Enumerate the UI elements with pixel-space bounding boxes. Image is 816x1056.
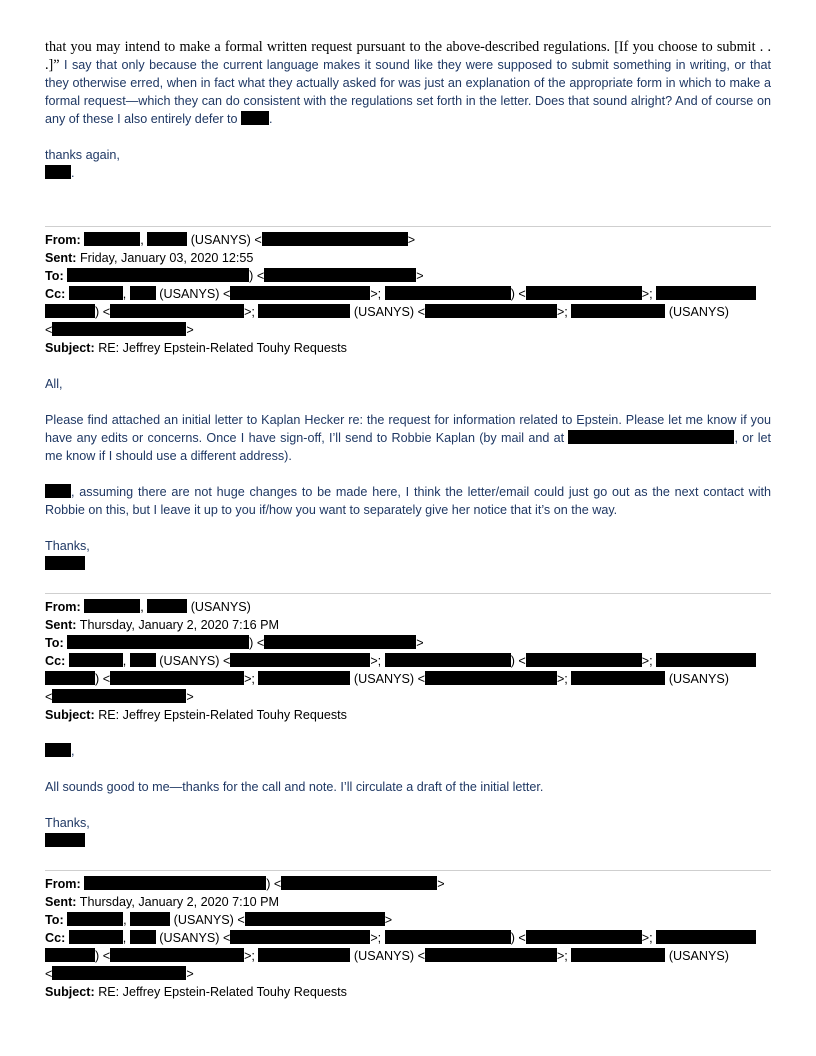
email-1-body-2: , assuming there are not huge changes to be made here, I think the letter/email could just go out as the next contact with Robbie on this, but I leave it up to you if/how you want to separately give her notice that it’s on the way.	[45, 485, 771, 517]
redaction-box	[84, 876, 266, 890]
subject-text: RE: Jeffrey Epstein-Related Touhy Requests	[98, 985, 347, 999]
intro-blue-text-end: .	[269, 112, 273, 126]
sent-label: Sent:	[45, 251, 77, 265]
redaction-box	[67, 268, 249, 282]
redaction-box	[571, 304, 665, 318]
redaction-box	[130, 286, 156, 300]
signoff-suffix: .	[71, 166, 75, 180]
redaction-box	[656, 930, 756, 944]
redaction-box	[245, 912, 385, 926]
from-label: From:	[45, 233, 81, 247]
document-page: that you may intend to make a formal written request pursuant to the above-described regulations. [If you choose to submit . . .]” I say that only because the current language makes it sound like they were supposed to submit something in writing, or that they otherwise erred, when in fact what they actually asked for was just an explanation of the appropriate form in which to make a formal request—which they can do consistent with the regulations set forth in the letter. Does that sound alright? And of course on any of these I also entirely defer to . thanks again, . From: , (USANYS) < > Sent: Friday, January 03, 2020 12:55 To: ) < > Cc: , (USANYS) < >; ) < >; ) < >; (USANYS) < >; (USANYS) < > Subject: RE: Jeffrey Epstein-Related Touhy Requests All, Please find attached an initial letter to Kaplan Hecker re: the request for information related to Epstein. Please let me know if you have any edits or concerns. Once I have sign-off, I’ll send to Robbie Kaplan (by mail and at , or let me know if I should use a different address). , assuming there are not huge changes to be made here, I think the letter/email could just go out as the next contact with Robbie on this, but I leave it up to you if/how you want to separately give her notice that it’s on the way. Thanks, From: , (USANYS) Sent: Thursday, January 2, 2020 7:16 PM To: ) < > Cc: , (USANYS) < >; ) < >; ) < >; (USANYS) < >; (USANYS) < > Subject: RE: Jeffrey Epstein-Related Touhy Requests , All sounds good to me—thanks for the call and note. I’ll circulate a draft of the initial letter. Thanks, From: ) < > Sent: Thursday, January 2, 2020 7:10 PM To: , (USANYS) < > Cc: , (USANYS) < >; ) < >; ) < >; (USANYS) < >; (USANYS) < > Subject: RE: Jeffrey Epstein-Related Touhy Requests	[45, 39, 771, 999]
redaction-box	[52, 689, 186, 703]
redaction-box	[264, 268, 416, 282]
redaction-box	[84, 232, 140, 246]
sent-date: Thursday, January 2, 2020 7:16 PM	[79, 618, 280, 632]
intro-serif-text: that you may intend to make a formal written request pursuant to the above-described regulations. [If you choose to submit . . .]”	[45, 39, 771, 73]
subject-text: RE: Jeffrey Epstein-Related Touhy Requests	[98, 708, 347, 722]
redaction-box	[568, 430, 734, 444]
redaction-box	[241, 111, 269, 125]
email-header-2: From: , (USANYS) Sent: Thursday, January 2, 2020 7:16 PM To: ) < > Cc: , (USANYS) < >; ) < >; ) < >; (USANYS) < >; (USANYS) < > Subject: RE: Jeffrey Epstein-Related Touhy Requests	[45, 598, 771, 724]
redaction-box	[425, 948, 557, 962]
email-header-1: From: , (USANYS) < > Sent: Friday, January 03, 2020 12:55 To: ) < > Cc: , (USANYS) < >; ) < >; ) < >; (USANYS) < >; (USANYS) < > Subject: RE: Jeffrey Epstein-Related Touhy Requests	[45, 231, 771, 357]
redaction-box	[45, 165, 71, 179]
redaction-box	[52, 966, 186, 980]
redaction-box	[425, 304, 557, 318]
redaction-box	[45, 484, 71, 498]
redaction-box	[45, 304, 95, 318]
intro-paragraph	[45, 38, 771, 128]
redaction-box	[110, 304, 244, 318]
email-header-3: From: ) < > Sent: Thursday, January 2, 2020 7:10 PM To: , (USANYS) < > Cc: , (USANYS) < >; ) < >; ) < >; (USANYS) < >; (USANYS) < > Subject: RE: Jeffrey Epstein-Related Touhy Requests	[45, 875, 771, 1001]
redaction-box	[258, 304, 350, 318]
redaction-box	[130, 653, 156, 667]
redaction-box	[67, 912, 123, 926]
email-1-greeting: All,	[45, 377, 63, 391]
email-2-body: All sounds good to me—thanks for the call and note. I’ll circulate a draft of the initial letter.	[45, 780, 544, 794]
redaction-box	[45, 556, 85, 570]
redaction-box	[230, 286, 370, 300]
email-2-thanks: Thanks,	[45, 816, 90, 830]
sent-date: Friday, January 03, 2020 12:55	[79, 251, 254, 265]
redaction-box	[656, 653, 756, 667]
redaction-box	[264, 635, 416, 649]
redaction-box	[45, 743, 71, 757]
sent-date: Thursday, January 2, 2020 7:10 PM	[79, 895, 280, 909]
redaction-box	[425, 671, 557, 685]
redaction-box	[230, 930, 370, 944]
redaction-box	[385, 930, 511, 944]
to-label: To:	[45, 269, 64, 283]
redaction-box	[110, 948, 244, 962]
subject-label: Subject:	[45, 341, 95, 355]
redaction-box	[69, 286, 123, 300]
redaction-box	[526, 286, 642, 300]
closing-line: thanks again,	[45, 148, 120, 162]
redaction-box	[526, 930, 642, 944]
redaction-box	[69, 930, 123, 944]
redaction-box	[130, 912, 170, 926]
email-1-thanks: Thanks,	[45, 539, 90, 553]
redaction-box	[110, 671, 244, 685]
subject-text: RE: Jeffrey Epstein-Related Touhy Requests	[98, 341, 347, 355]
redaction-box	[45, 948, 95, 962]
redaction-box	[230, 653, 370, 667]
redaction-box	[45, 671, 95, 685]
redaction-box	[45, 833, 85, 847]
redaction-box	[571, 671, 665, 685]
redaction-box	[281, 876, 437, 890]
redaction-box	[258, 671, 350, 685]
redaction-box	[258, 948, 350, 962]
redaction-box	[147, 599, 187, 613]
redaction-box	[69, 653, 123, 667]
cc-label: Cc:	[45, 287, 66, 301]
redaction-box	[526, 653, 642, 667]
redaction-box	[147, 232, 187, 246]
redaction-box	[130, 930, 156, 944]
redaction-box	[84, 599, 140, 613]
intro-blue-text: I say that only because the current language makes it sound like they were supposed to submit something in writing, or that they otherwise erred, when in fact what they actually asked for was just an explanation of the appropriate form in which to make a formal request—which they can do consistent with the regulations set forth in the letter. Does that sound alright? And of course on any of these I also entirely defer to	[45, 58, 771, 126]
redaction-box	[656, 286, 756, 300]
redaction-box	[52, 322, 186, 336]
redaction-box	[385, 653, 511, 667]
redaction-box	[262, 232, 408, 246]
redaction-box	[67, 635, 249, 649]
email-1-body-1: Please find attached an initial letter to Kaplan Hecker re: the request for information related to Epstein. Please let me know if you have any edits or concerns. Once I have sign-off, I’ll send to Robbie Kaplan (by mail and at , or let me know if I should use a different address).	[45, 413, 771, 463]
redaction-box	[385, 286, 511, 300]
redaction-box	[571, 948, 665, 962]
